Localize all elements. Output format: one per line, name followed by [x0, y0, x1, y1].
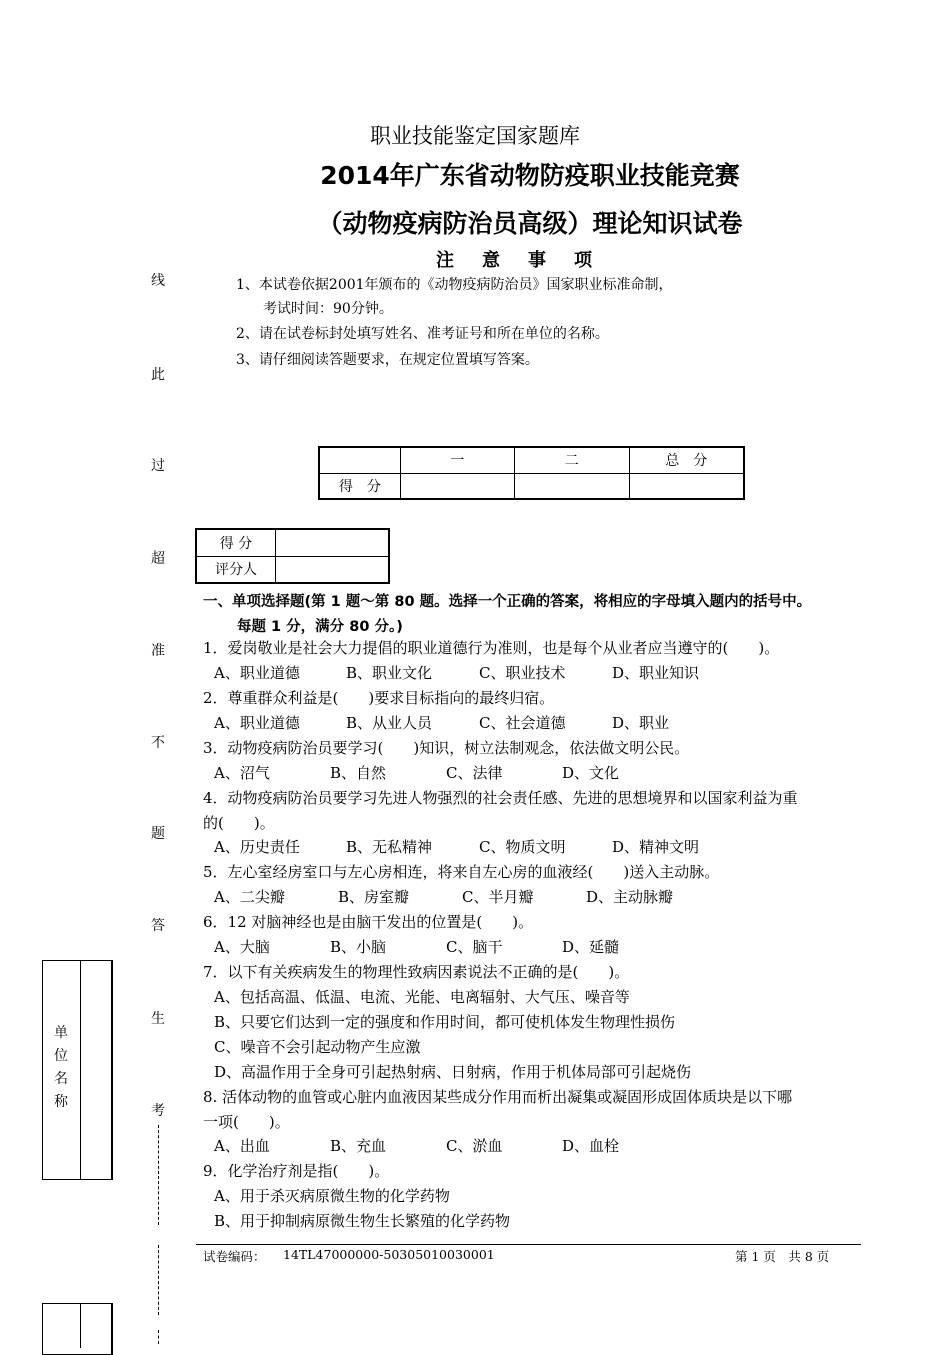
footer-rule — [196, 1244, 861, 1245]
notice-heading: 注意事项 — [436, 250, 620, 271]
grader-score-cell[interactable] — [276, 529, 390, 556]
score-table-header-blank — [319, 447, 400, 473]
margin-char: 题 — [151, 826, 165, 842]
margin-char: 准 — [151, 643, 165, 659]
margin-char: 不 — [151, 735, 165, 751]
question-2-option: D、职业 — [612, 714, 670, 732]
score-cell-part2[interactable] — [515, 473, 629, 499]
question-8-stem: 8. 活体动物的血管或心脏内血液因某些成分作用而析出凝集或凝固形成固体质块是以下哪 — [203, 1088, 793, 1106]
question-5-option: A、二尖瓣 — [214, 888, 285, 906]
score-table-header-part1: 一 — [400, 447, 514, 473]
question-4-option: D、精神文明 — [612, 838, 700, 856]
question-5-option: C、半月瓣 — [462, 888, 534, 906]
paper-code-label: 试卷编码： — [203, 1249, 266, 1264]
question-8-option: B、充血 — [330, 1137, 387, 1155]
question-1-option: D、职业知识 — [612, 664, 700, 682]
section-instructions — [203, 590, 868, 640]
question-6-option: C、脑干 — [446, 938, 503, 956]
exam-paper-title: （动物疫病防治员高级）理论知识试卷 — [317, 209, 743, 238]
exam-bank-title: 职业技能鉴定国家题库 — [370, 124, 580, 148]
question-6-option: A、大脑 — [214, 938, 270, 956]
question-2-option: A、职业道德 — [214, 714, 300, 732]
notice-item-1: 1、本试卷依据2001年颁布的《动物疫病防治员》国家职业标准命制， — [236, 277, 673, 293]
question-7-option: C、噪音不会引起动物产生应激 — [214, 1038, 421, 1056]
question-1-option: A、职业道德 — [214, 664, 300, 682]
margin-char: 考 — [151, 1103, 165, 1119]
unit-name-box-divider — [80, 960, 81, 1180]
score-row-label: 得 分 — [319, 473, 400, 499]
binding-dashed-line — [158, 1330, 159, 1344]
question-5-stem: 5．左心室经房室口与左心房相连，将来自左心房的血液经( )送入主动脉。 — [203, 863, 720, 881]
binding-dashed-line — [158, 1125, 159, 1225]
score-cell-part1[interactable] — [400, 473, 514, 499]
notice-item-3: 3、请仔细阅读答题要求，在规定位置填写答案。 — [236, 352, 539, 368]
notice-item-2: 2、请在试卷标封处填写姓名、准考证号和所在单位的名称。 — [236, 326, 609, 342]
notice-item-1-cont: 考试时间：90分钟。 — [263, 301, 393, 317]
section-instructions-line2: 每题 1 分，满分 80 分。) — [237, 619, 403, 635]
score-table-header-total: 总 分 — [629, 447, 744, 473]
question-4-option: C、物质文明 — [479, 838, 566, 856]
question-2-option: C、社会道德 — [479, 714, 566, 732]
question-2-option: B、从业人员 — [346, 714, 433, 732]
question-8-option: C、淤血 — [446, 1137, 503, 1155]
question-5-option: B、房室瓣 — [338, 888, 410, 906]
question-6-stem: 6．12 对脑神经也是由脑干发出的位置是( )。 — [203, 913, 534, 931]
question-8-option: D、血栓 — [562, 1137, 620, 1155]
question-8-stem-cont: 一项( )。 — [203, 1113, 290, 1131]
question-9-option: B、用于抑制病原微生物生长繁殖的化学药物 — [214, 1212, 511, 1230]
question-1-option: C、职业技术 — [479, 664, 566, 682]
question-3-option: C、法律 — [446, 764, 503, 782]
question-6-option: B、小脑 — [330, 938, 387, 956]
margin-char: 超 — [151, 551, 165, 567]
score-cell-total[interactable] — [629, 473, 744, 499]
margin-char: 此 — [151, 367, 165, 383]
grader-name-cell[interactable] — [276, 556, 390, 583]
question-1-option: B、职业文化 — [346, 664, 433, 682]
second-side-box — [42, 1303, 113, 1355]
question-4-option: A、历史责任 — [214, 838, 300, 856]
question-7-stem: 7．以下有关疾病发生的物理性致病因素说法不正确的是( )。 — [203, 963, 630, 981]
score-table — [318, 446, 745, 500]
unit-name-label: 单位名称 — [54, 1025, 68, 1110]
question-6-option: D、延髓 — [562, 938, 620, 956]
question-9-option: A、用于杀灭病原微生物的化学药物 — [214, 1187, 450, 1205]
grader-table — [195, 528, 390, 584]
question-9-stem: 9．化学治疗剂是指( )。 — [203, 1162, 390, 1180]
question-3-option: B、自然 — [330, 764, 387, 782]
question-2-stem: 2．尊重群众利益是( )要求目标指向的最终归宿。 — [203, 689, 555, 707]
second-side-box-divider — [80, 1303, 81, 1348]
binding-dashed-line — [158, 1245, 159, 1315]
question-3-option: A、沼气 — [214, 764, 270, 782]
question-7-option: D、高温作用于全身可引起热射病、日射病，作用于机体局部可引起烧伤 — [214, 1063, 692, 1081]
question-3-option: D、文化 — [562, 764, 620, 782]
section-instructions-line1: 一、单项选择题(第 1 题～第 80 题。选择一个正确的答案，将相应的字母填入题内的括号中。 — [203, 594, 812, 610]
question-1-stem: 1．爱岗敬业是社会大力提倡的职业道德行为准则，也是每个从业者应当遵守的( )。 — [203, 639, 780, 657]
competition-title: 2014年广东省动物防疫职业技能竞赛 — [320, 161, 740, 190]
margin-char: 生 — [151, 1011, 165, 1027]
margin-char: 答 — [151, 918, 165, 934]
question-7-option: B、只要它们达到一定的强度和作用时间，都可使机体发生物理性损伤 — [214, 1013, 676, 1031]
question-4-stem-cont: 的( )。 — [203, 814, 275, 832]
paper-code: 14TL47000000-50305010030001 — [283, 1247, 495, 1262]
grader-score-label: 得 分 — [196, 529, 276, 556]
margin-char: 线 — [151, 273, 165, 289]
question-8-option: A、出血 — [214, 1137, 270, 1155]
score-table-header-part2: 二 — [515, 447, 629, 473]
grader-name-label: 评分人 — [196, 556, 276, 583]
question-4-stem: 4．动物疫病防治员要学习先进人物强烈的社会责任感、先进的思想境界和以国家利益为重 — [203, 789, 798, 807]
question-4-option: B、无私精神 — [346, 838, 433, 856]
page-number: 第 1 页 共 8 页 — [735, 1249, 830, 1264]
margin-char: 过 — [151, 458, 165, 474]
question-3-stem: 3．动物疫病防治员要学习( )知识，树立法制观念，依法做文明公民。 — [203, 739, 690, 757]
question-5-option: D、主动脉瓣 — [586, 888, 674, 906]
question-7-option: A、包括高温、低温、电流、光能、电离辐射、大气压、噪音等 — [214, 988, 630, 1006]
